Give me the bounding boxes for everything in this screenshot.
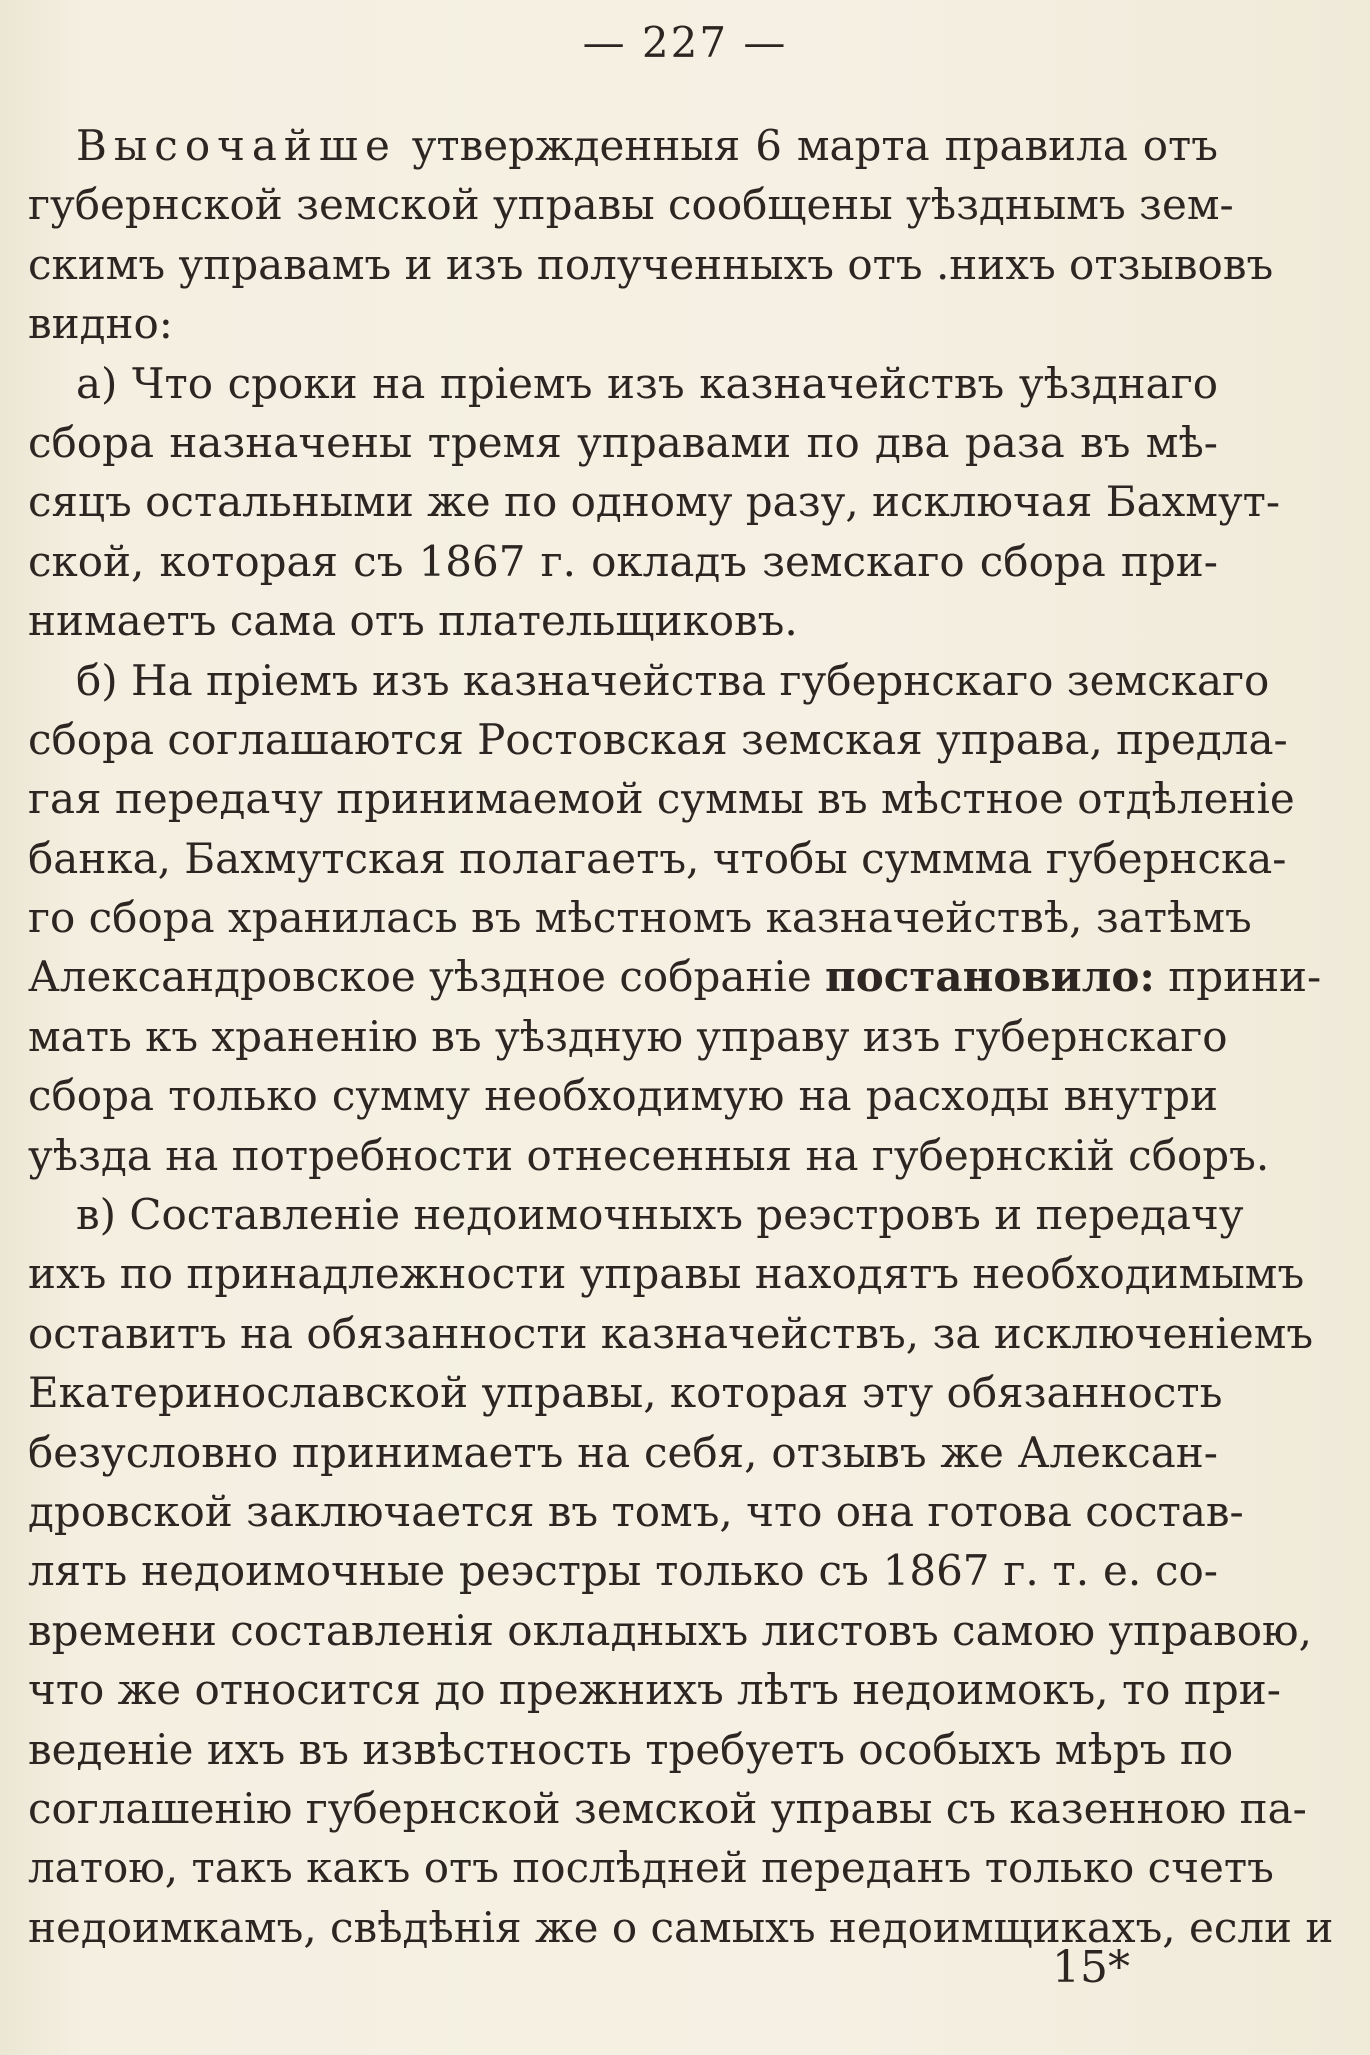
text-segment: мать къ храненію въ уѣздную управу изъ губернскаго [28,1011,1228,1061]
page-number: — 227 — [582,18,788,67]
text-line [28,710,1288,769]
text-line [28,1601,1312,1660]
text-segment: сбора соглашаются Ростовская земская управа, предла- [28,714,1288,764]
text-segment: что же относится до прежнихъ лѣтъ недоимокъ, то при- [28,1665,1281,1715]
text-segment: банка, Бахмутская полагаетъ, чтобы суммма губернска- [28,833,1287,883]
text-line [28,651,1270,710]
text-line [28,532,1218,591]
text-segment: безусловно принимаетъ на себя, отзывъ же Алексан- [28,1427,1218,1477]
text-segment: Александровское уѣздное собраніе [28,952,826,1002]
text-line [28,1363,1223,1422]
text-line [28,1304,1314,1363]
text-segment: губернской земской управы сообщены уѣзднымъ зем- [28,180,1234,230]
text-line [28,1185,1244,1244]
text-segment: ихъ по принадлежности управы находятъ необходимымъ [28,1249,1305,1299]
text-line [28,175,1234,234]
text-segment: б) На пріемъ изъ казначейства губернскаго земскаго [76,655,1270,705]
text-segment: утвержденныя 6 марта правила отъ [396,121,1218,170]
text-segment: недоимкамъ, свѣдѣнія же о самыхъ недоимщикахъ, если и [28,1902,1334,1952]
text-line [28,472,1281,531]
text-segment: а) Что сроки на пріемъ изъ казначействъ уѣзднаго [76,358,1218,408]
body-text [28,116,1334,1957]
text-segment: сбора назначены тремя управами по два раза въ мѣ- [28,417,1218,467]
text-segment: лять недоимочные реэстры только съ 1867 г. т. е. со- [28,1546,1218,1596]
text-line [28,829,1287,888]
text-line [28,1660,1281,1719]
text-segment: гая передачу принимаемой суммы въ мѣстное отдѣленіе [28,774,1295,824]
text-line [28,1482,1244,1541]
text-segment: дровской заключается въ томъ, что она готова состав- [28,1486,1244,1536]
text-segment: соглашенію губернской земской управы съ казенною па- [28,1783,1307,1833]
text-line [28,1779,1307,1838]
text-segment: в) Составленіе недоимочныхъ реэстровъ и передачу [76,1190,1244,1240]
text-segment: ской, которая съ 1867 г. окладъ земскаго сбора при- [28,536,1218,586]
text-segment: времени составленія окладныхъ листовъ самою управою, [28,1605,1312,1655]
text-segment: сяцъ остальными же по одному разу, исключая Бахмут- [28,477,1281,527]
text-segment: го сбора хранилась въ мѣстномъ казначействѣ, затѣмъ [28,893,1252,943]
text-line [28,1720,1234,1779]
text-segment: сбора только сумму необходимую на расходы внутри [28,1071,1218,1121]
text-segment: уѣзда на потребности отнесенныя на губернскій сборъ. [28,1130,1270,1180]
text-line [28,235,1274,294]
text-segment: прини- [1154,952,1322,1002]
text-line [28,294,1218,353]
text-line [28,947,1322,1006]
bold-text: постановило: [825,952,1155,1002]
signature-mark: 15* [1052,1942,1130,1993]
text-line [28,1066,1218,1125]
text-line [28,1007,1228,1066]
text-line [28,1838,1274,1897]
text-segment: скимъ управамъ и изъ полученныхъ отъ .нихъ отзывовъ [28,239,1274,289]
text-segment: видно: [28,299,173,349]
text-line [28,1541,1218,1600]
text-line [28,354,1218,413]
text-segment: Екатеринославской управы, которая эту обязанность [28,1368,1223,1418]
text-segment: латою, такъ какъ отъ послѣдней переданъ только счетъ [28,1843,1274,1893]
text-segment: нимаетъ сама отъ плательщиковъ. [28,596,798,646]
text-line [28,116,1218,175]
text-line [28,413,1218,472]
text-line [28,1244,1305,1303]
text-line [28,591,1218,650]
spaced-text: Высочайше [76,121,397,170]
text-line [28,888,1252,947]
text-line [28,769,1295,828]
text-line [28,1898,1334,1957]
text-line [28,1423,1218,1482]
text-segment: оставитъ на обязанности казначействъ, за исключеніемъ [28,1308,1314,1358]
text-segment: веденіе ихъ въ извѣстность требуетъ особыхъ мѣръ по [28,1724,1234,1774]
text-line [28,1126,1270,1185]
